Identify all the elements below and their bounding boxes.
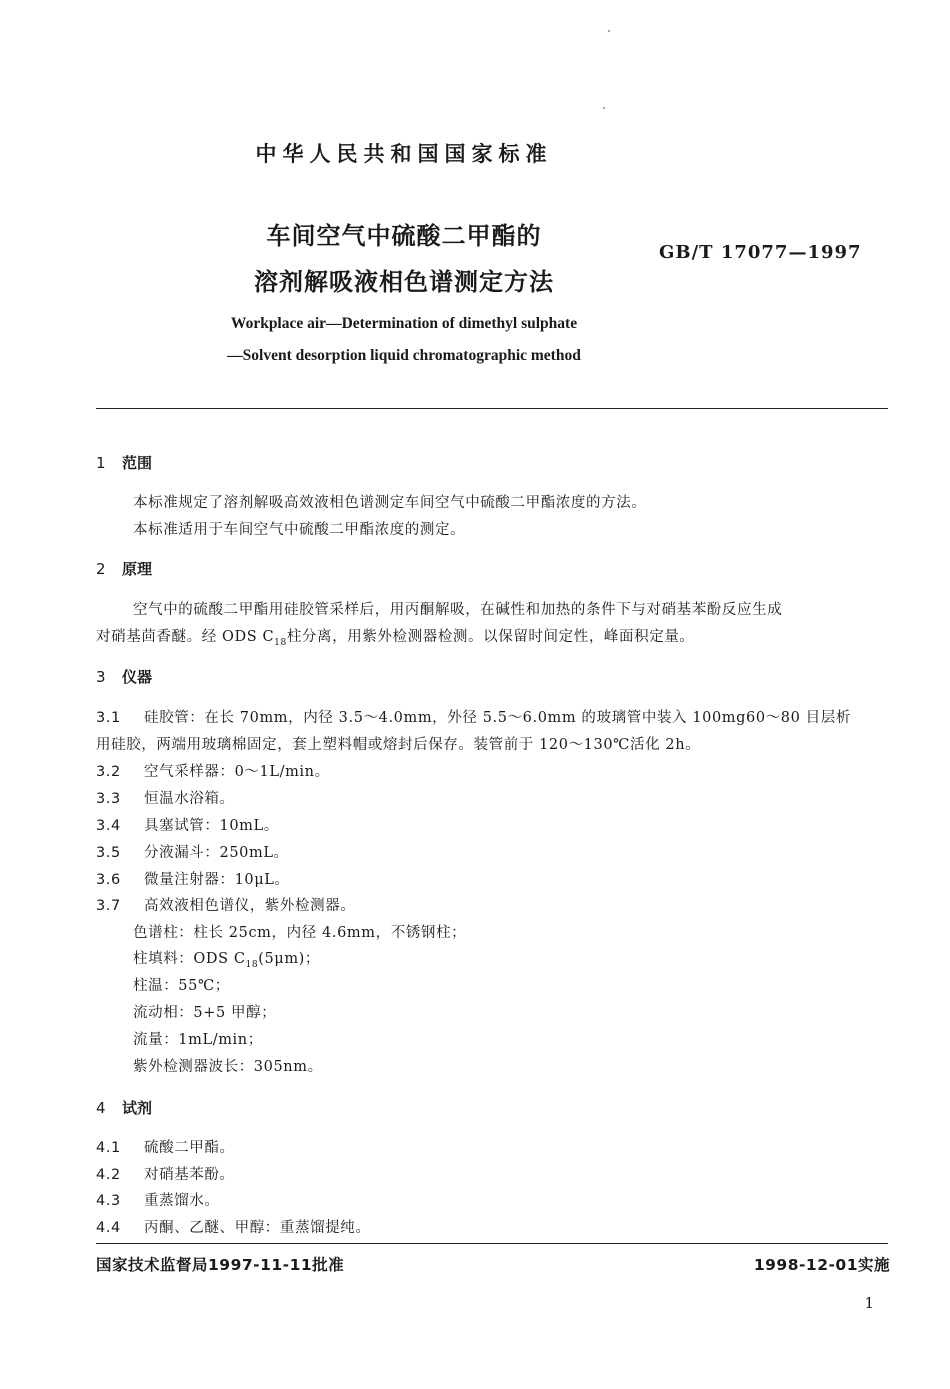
item-text: 分液漏斗：250mL。 <box>144 845 289 861</box>
section-number: 1 <box>96 454 106 472</box>
section-1-heading <box>96 452 152 473</box>
item-number: 3.4 <box>96 818 121 834</box>
item-number: 4.1 <box>96 1140 121 1156</box>
subscript: 18 <box>245 959 259 970</box>
title-en-line1: Workplace air—Determination of dimethyl sulphate <box>230 315 578 332</box>
item-text: 高效液相色谱仪，紫外检测器。 <box>144 898 356 914</box>
list-item <box>96 1216 371 1237</box>
footer-rule <box>96 1243 888 1244</box>
item-text: 微量注射器：10μL。 <box>144 872 290 888</box>
item-text: 重蒸馏水。 <box>144 1193 220 1209</box>
implementation-date: 1998-12-01实施 <box>753 1256 890 1274</box>
list-item <box>96 1163 235 1184</box>
item-number: 4.3 <box>96 1193 121 1209</box>
item-continuation: 用硅胶，两端用玻璃棉固定，套上塑料帽或熔封后保存。装管前于 120～130℃活化 2h。 <box>96 737 701 753</box>
sub-item: 流量：1mL/min； <box>133 1032 263 1048</box>
section-number: 2 <box>96 560 106 578</box>
item-text: 恒温水浴箱。 <box>144 791 235 807</box>
text-run: 柱分离，用紫外检测器检测。以保留时间定性，峰面积定量。 <box>286 629 695 645</box>
item-number: 4.4 <box>96 1220 121 1236</box>
national-standard-heading: 中华人民共和国国家标准 <box>255 142 553 166</box>
item-text: 具塞试管：10mL。 <box>144 818 279 834</box>
list-item <box>96 787 235 808</box>
header-rule <box>96 408 888 409</box>
item-number: 3.3 <box>96 791 121 807</box>
title-cn-line1: 车间空气中硫酸二甲酯的 <box>266 222 542 250</box>
section-4-heading <box>96 1097 152 1118</box>
approval-line: 国家技术监督局1997-11-11批准 <box>96 1256 345 1274</box>
item-number: 3.2 <box>96 764 121 780</box>
sub-item: 流动相：5+5 甲醇； <box>133 1005 277 1021</box>
list-item <box>96 814 279 835</box>
scan-speck <box>608 30 610 32</box>
subscript: 18 <box>274 637 287 648</box>
paragraph: 本标准规定了溶剂解吸高效液相色谱测定车间空气中硫酸二甲酯浓度的方法。 <box>133 495 647 511</box>
item-text: 对硝基苯酚。 <box>144 1167 235 1183</box>
paragraph: 本标准适用于车间空气中硫酸二甲酯浓度的测定。 <box>133 522 466 538</box>
paragraph: 空气中的硫酸二甲酯用硅胶管采样后，用丙酮解吸，在碱性和加热的条件下与对硝基苯酚反应生成 <box>133 602 783 618</box>
title-en-line2: —Solvent desorption liquid chromatographic method <box>227 347 581 364</box>
item-text: 硫酸二甲酯。 <box>144 1140 235 1156</box>
standard-number: GB/T 17077—1997 <box>659 242 862 263</box>
item-number: 3.1 <box>96 710 121 726</box>
item-number: 3.5 <box>96 845 121 861</box>
text-run: 对硝基茴香醚。经 ODS C <box>96 629 275 645</box>
section-3-heading <box>96 666 152 687</box>
item-text: 丙酮、乙醚、甲醇：重蒸馏提纯。 <box>144 1220 371 1236</box>
list-item <box>96 841 289 862</box>
list-item <box>96 760 330 781</box>
sub-item <box>133 947 320 970</box>
section-title: 仪器 <box>122 668 153 686</box>
scan-speck <box>603 107 605 109</box>
item-number: 4.2 <box>96 1167 121 1183</box>
title-cn-line2: 溶剂解吸液相色谱测定方法 <box>254 268 554 296</box>
list-item <box>96 894 355 915</box>
list-item <box>96 706 851 727</box>
sub-item: 紫外检测器波长：305nm。 <box>133 1059 323 1075</box>
text-run: 柱填料：ODS C <box>133 951 246 967</box>
item-text: 空气采样器：0～1L/min。 <box>144 764 330 780</box>
text-run: (5μm)； <box>258 951 321 967</box>
item-text: 硅胶管：在长 70mm，内径 3.5～4.0mm，外径 5.5～6.0mm 的玻璃管中装入 100mg60～80 目层析 <box>144 710 851 726</box>
paragraph <box>96 625 695 648</box>
list-item <box>96 868 290 889</box>
page-number: 1 <box>864 1294 874 1312</box>
section-number: 4 <box>96 1099 106 1117</box>
section-number: 3 <box>96 668 106 686</box>
section-title: 范围 <box>122 454 153 472</box>
section-title: 原理 <box>122 560 153 578</box>
list-item <box>96 1136 235 1157</box>
section-title: 试剂 <box>122 1099 153 1117</box>
sub-item: 色谱柱：柱长 25cm，内径 4.6mm，不锈钢柱； <box>133 925 467 941</box>
item-number: 3.7 <box>96 898 121 914</box>
list-item <box>96 1189 220 1210</box>
sub-item: 柱温：55℃； <box>133 978 230 994</box>
item-number: 3.6 <box>96 872 121 888</box>
section-2-heading <box>96 558 152 579</box>
